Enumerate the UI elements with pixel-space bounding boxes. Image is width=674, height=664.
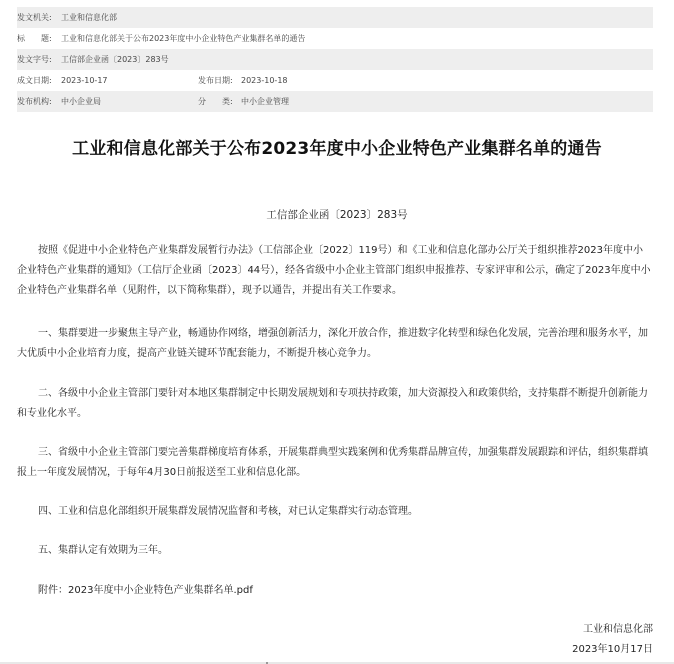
- signer: 工业和信息化部: [583, 624, 653, 635]
- meta-label-title: 标 题:: [17, 34, 52, 43]
- meta-value-category: 中小企业管理: [241, 97, 289, 106]
- attachment-label: 附件：: [38, 585, 68, 596]
- paragraph-item-2: 二、各级中小企业主管部门要针对本地区集群制定中长期发展规划和专项扶持政策，加大资源投入和政策供给，支持集群不断提升创新能力和专业化水平。: [17, 388, 648, 419]
- paragraph-item-3: 三、省级中小企业主管部门要完善集群梯度培育体系，开展集群典型实践案例和优秀集群品牌宣传，加强集群发展跟踪和评估，组织集群填报上一年度发展情况，于每年4月30日前报送至工业和信息化部。: [17, 447, 648, 478]
- meta-label-published-date: 发布日期:: [198, 76, 233, 85]
- meta-label-written-date: 成文日期:: [17, 76, 52, 85]
- attachment-line: [17, 581, 651, 601]
- meta-value-issuer: 中小企业局: [61, 97, 101, 106]
- meta-label-category: 分 类:: [198, 97, 233, 106]
- meta-row-issuer-category: [17, 91, 653, 112]
- meta-label-issuer: 发布机构:: [17, 97, 52, 106]
- meta-label-document-number: 发文字号:: [17, 55, 52, 64]
- paragraph-item-1: 一、集群要进一步聚焦主导产业，畅通协作网络，增强创新活力，深化开放合作，推进数字化转型和绿色化发展，完善治理和服务水平，加大优质中小企业培育力度，提高产业链关键环节配套能力，不断提升核心竞争力。: [17, 328, 648, 359]
- paragraph-item-5: 五、集群认定有效期为三年。: [38, 545, 168, 556]
- attachment-link[interactable]: 2023年度中小企业特色产业集群名单.pdf: [68, 585, 253, 596]
- meta-row-title: [17, 28, 653, 49]
- meta-row-issuing-body: [17, 7, 653, 28]
- meta-value-written-date: 2023-10-17: [61, 76, 108, 85]
- document-metadata-table: [17, 7, 653, 112]
- meta-row-dates: [17, 70, 653, 91]
- meta-value-published-date: 2023-10-18: [241, 76, 288, 85]
- meta-row-document-number: [17, 49, 653, 70]
- meta-value-title: 工业和信息化部关于公布2023年度中小企业特色产业集群名单的通告: [61, 34, 306, 43]
- paragraph-item-4: 四、工业和信息化部组织开展集群发展情况监督和考核，对已认定集群实行动态管理。: [38, 506, 418, 517]
- document-number: 工信部企业函〔2023〕283号: [266, 209, 408, 221]
- signature-date: 2023年10月17日: [572, 644, 653, 655]
- meta-label-issuing-body: 发文机关:: [17, 13, 52, 22]
- document-title: 工业和信息化部关于公布2023年度中小企业特色产业集群名单的通告: [72, 139, 602, 159]
- meta-value-issuing-body: 工业和信息化部: [61, 13, 117, 22]
- meta-value-document-number: 工信部企业函〔2023〕283号: [61, 55, 169, 64]
- paragraph-intro: 按照《促进中小企业特色产业集群发展暂行办法》（工信部企业〔2022〕119号）和《工业和信息化部办公厅关于组织推荐2023年度中小企业特色产业集群的通知》（工信厅企业函〔2023〕44号），经各省级中小企业主管部门组织申报推荐、专家评审和公示，确定了2023年度中小企业特色产业集群名单（见附件，以下简称集群），现予以通告，并提出有关工作要求。: [17, 245, 651, 296]
